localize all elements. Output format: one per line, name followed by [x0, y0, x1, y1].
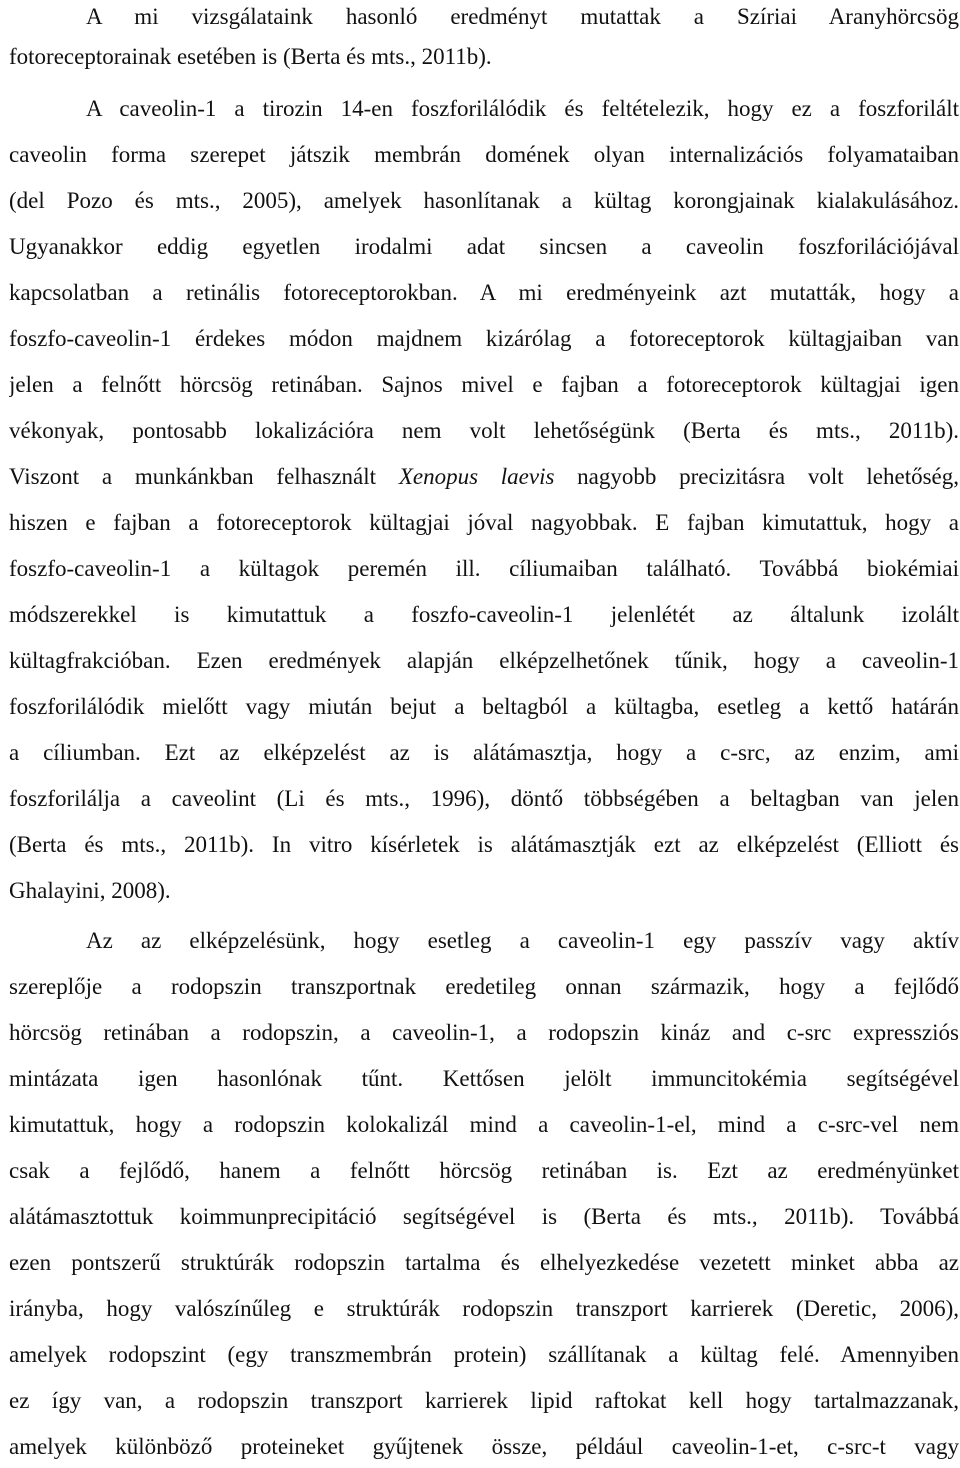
text-line: A caveolin-1 a tirozin 14-en foszforilálódik és feltételezik, hogy ez a foszforilált [86, 96, 959, 121]
text-line: kapcsolatban a retinális fotoreceptorokban. A mi eredményeink azt mutatták, hogy a [9, 280, 959, 305]
text-line: amelyek rodopszint (egy transzmembrán protein) szállítanak a kültag felé. Amennyiben [9, 1342, 959, 1367]
text-line: irányba, hogy valószínűleg e struktúrák rodopszin transzport karrierek (Deretic, 2006), [9, 1296, 959, 1321]
text-line: módszerekkel is kimutattuk a foszfo-caveolin-1 jelenlétét az általunk izolált [9, 602, 959, 627]
text-line: a cíliumban. Ezt az elképzelést az is alátámasztja, hogy a c-src, az enzim, ami [9, 740, 959, 765]
text-line: ezen pontszerű struktúrák rodopszin tartalma és elhelyezkedése vezetett minket abba az [9, 1250, 959, 1275]
text-line: Ugyanakkor eddig egyetlen irodalmi adat sincsen a caveolin foszforilációjával [9, 234, 959, 259]
text-line: A mi vizsgálataink hasonló eredményt mutattak a Szíriai Aranyhörcsög [86, 4, 959, 29]
text-line: jelen a felnőtt hörcsög retinában. Sajnos mivel e fajban a fotoreceptorok kültagjai igen [9, 372, 959, 397]
text-line: szereplője a rodopszin transzportnak eredetileg onnan származik, hogy a fejlődő [9, 974, 959, 999]
text-line: kültagfrakcióban. Ezen eredmények alapján elképzelhetőnek tűnik, hogy a caveolin-1 [9, 648, 959, 673]
text-line: hiszen e fajban a fotoreceptorok kültagjai jóval nagyobbak. E fajban kimutattuk, hogy a [9, 510, 959, 535]
text-line: csak a fejlődő, hanem a felnőtt hörcsög retinában is. Ezt az eredményünket [9, 1158, 959, 1183]
species-name: Xenopus laevis [398, 464, 555, 489]
text-line: vékonyak, pontosabb lokalizációra nem volt lehetőségünk (Berta és mts., 2011b). [9, 418, 959, 443]
text-line: foszfo-caveolin-1 a kültagok peremén ill. cíliumaiban található. Továbbá biokémiai [9, 556, 959, 581]
text-line: foszforilálódik mielőtt vagy miután bejut a beltagból a kültagba, esetleg a kettő határán [9, 694, 959, 719]
text-line: foszforilálja a caveolint (Li és mts., 1996), döntő többségében a beltagban van jelen [9, 786, 959, 811]
text-line: caveolin forma szerepet játszik membrán domének olyan internalizációs folyamataiban [9, 142, 959, 167]
text-segment: Viszont a munkánkban felhasznált [9, 464, 399, 489]
text-line: fotoreceptorainak esetében is (Berta és mts., 2011b). [9, 44, 492, 69]
text-line: foszfo-caveolin-1 érdekes módon majdnem kizárólag a fotoreceptorok kültagjaiban van [9, 326, 959, 351]
text-line: ez így van, a rodopszin transzport karrierek lipid raftokat kell hogy tartalmazzanak, [9, 1388, 959, 1413]
text-line: kimutattuk, hogy a rodopszin kolokalizál mind a caveolin-1-el, mind a c-src-vel nem [9, 1112, 959, 1137]
text-line: mintázata igen hasonlónak tűnt. Kettősen jelölt immuncitokémia segítségével [9, 1066, 959, 1091]
text-line: amelyek különböző proteineket gyűjtenek össze, például caveolin-1-et, c-src-t vagy [9, 1434, 959, 1459]
text-line: alátámasztottuk koimmunprecipitáció segítségével is (Berta és mts., 2011b). Továbbá [9, 1204, 959, 1229]
text-line: (del Pozo és mts., 2005), amelyek hasonlítanak a kültag korongjainak kialakulásához. [9, 188, 959, 213]
text-line: Az az elképzelésünk, hogy esetleg a caveolin-1 egy passzív vagy aktív [86, 928, 959, 953]
text-line: Ghalayini, 2008). [9, 878, 171, 903]
text-line: (Berta és mts., 2011b). In vitro kísérletek is alátámasztják ezt az elképzelést (Elliott és [9, 832, 959, 857]
text-line [9, 460, 959, 494]
text-line: hörcsög retinában a rodopszin, a caveolin-1, a rodopszin kináz and c-src expressziós [9, 1020, 959, 1045]
text-segment: nagyobb precizitásra volt lehetőség, [554, 464, 959, 489]
